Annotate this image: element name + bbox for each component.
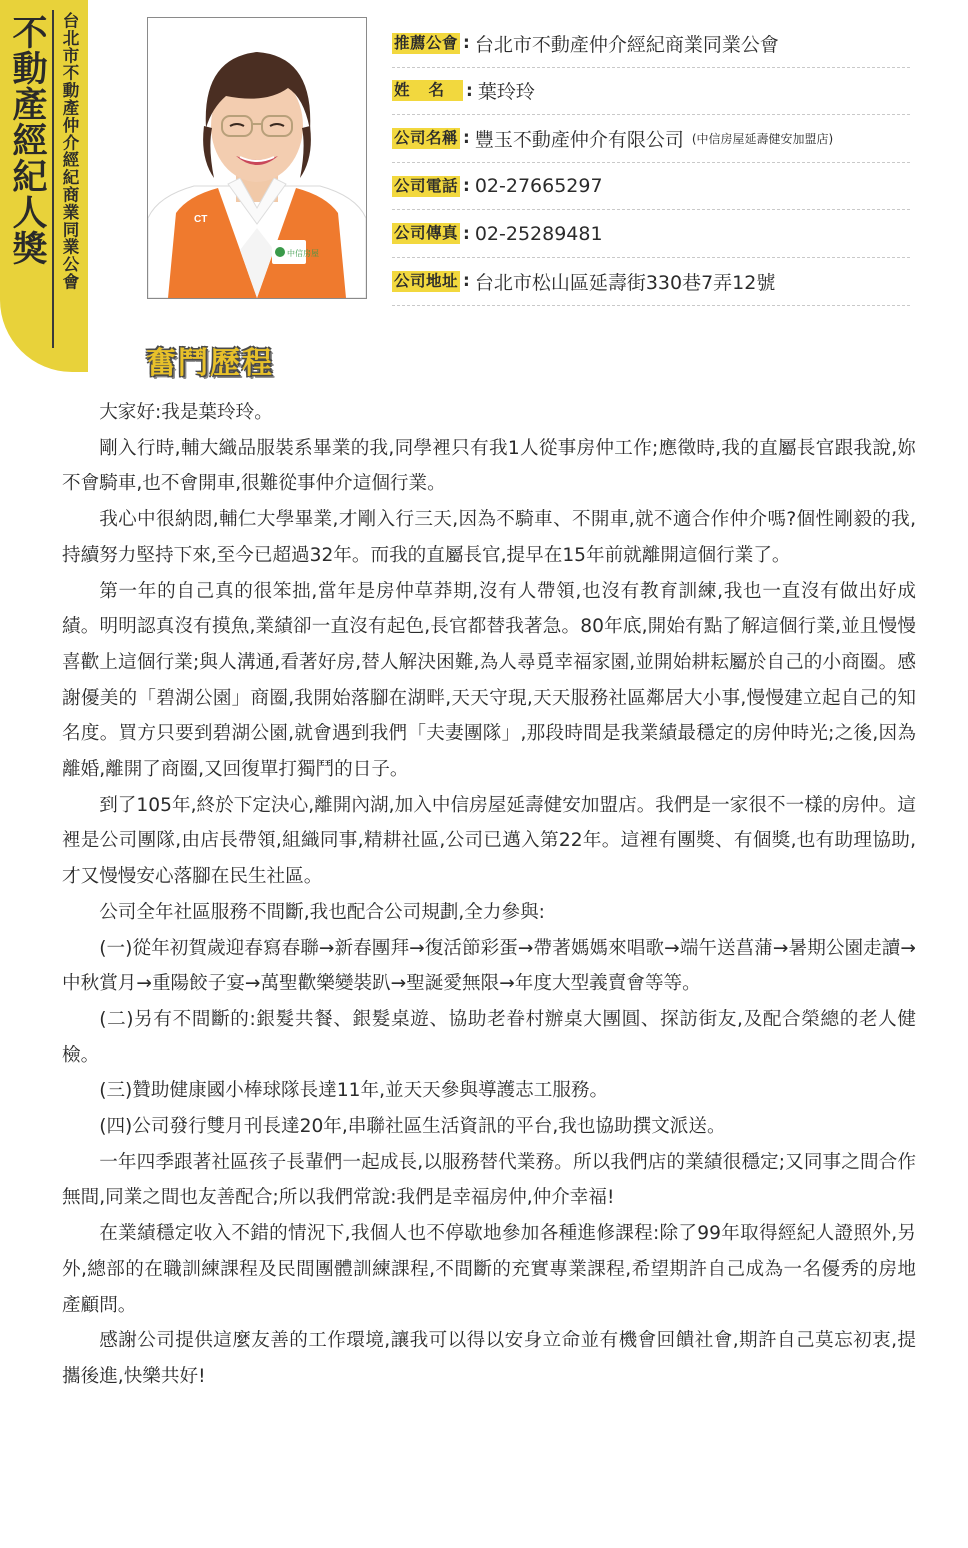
portrait-illustration <box>148 18 366 298</box>
association-name: 台北市不動產仲介經紀商業同業公會 <box>60 12 79 291</box>
info-note: (中信房屋延壽健安加盟店) <box>691 131 834 146</box>
section-heading: 奮鬥歷程 <box>146 346 274 381</box>
info-colon: : <box>466 80 473 101</box>
info-row-association <box>392 20 910 68</box>
info-row-name <box>392 68 910 116</box>
info-value: 豐玉不動產仲介有限公司 <box>474 128 684 151</box>
award-title: 不動產經紀人獎 <box>7 14 48 266</box>
banner-divider <box>52 10 54 348</box>
info-label: 公司名稱 <box>394 128 459 147</box>
paragraph: 大家好:我是葉玲玲。 <box>99 402 273 423</box>
info-label: 公司傳真 <box>394 224 459 243</box>
info-colon: : <box>463 223 470 244</box>
info-label: 公司地址 <box>394 271 459 290</box>
info-value: 02-25289481 <box>474 222 603 245</box>
paragraph: (四)公司發行雙月刊長達20年,串聯社區生活資訊的平台,我也協助撰文派送。 <box>99 1116 726 1138</box>
info-colon: : <box>463 128 470 149</box>
info-value: 台北市松山區延壽街330巷7弄12號 <box>474 271 776 294</box>
paragraph: (三)贊助健康國小棒球隊長達11年,並天天參與導護志工服務。 <box>99 1080 609 1102</box>
profile-info <box>392 20 910 306</box>
info-value: 02-27665297 <box>474 175 603 198</box>
info-colon: : <box>463 271 470 292</box>
portrait-photo <box>147 17 367 299</box>
award-banner <box>0 0 88 372</box>
info-colon: : <box>463 176 470 197</box>
info-label: 公司電話 <box>394 176 459 195</box>
vest-logo: 中信房屋 <box>287 249 319 258</box>
info-colon: : <box>463 33 470 54</box>
paragraph: (二)另有不間斷的:銀髮共餐、銀髮桌遊、協助老眷村辦桌大團圓、探訪街友,及配合榮總的老人健檢。 <box>62 1008 916 1066</box>
paragraph: 公司全年社區服務不間斷,我也配合公司規劃,全力參與: <box>99 901 545 923</box>
info-label: 姓名 <box>394 81 464 100</box>
paragraph: 一年四季跟著社區孩子長輩們一起成長,以服務替代業務。所以我們店的業績很穩定;又同事之間合作無間,同業之間也友善配合;所以我們常說:我們是幸福房仲,仲介幸福! <box>62 1151 916 1209</box>
paragraph: 第一年的自己真的很笨拙,當年是房仲草莽期,沒有人帶領,也沒有教育訓練,我也一直沒有做出好成績。明明認真沒有摸魚,業績卻一直沒有起色,長官都替我著急。80年底,開始有點了解這個行業,並且慢慢喜歡上這個行業;與人溝通,看著好房,替人解決困難,為人尋覓幸福家園,並開始耕耘屬於自己的小商圈。感謝優美的「碧湖公園」商圈,我開始落腳在湖畔,天天守現,天天服務社區鄰居大小事,慢慢建立起自己的知名度。買方只要到碧湖公園,就會遇到我們「夫妻團隊」,那段時間是我業績最穩定的房仲時光;之後,因為離婚,離開了商圈,又回復單打獨鬥的日子。 <box>62 580 916 781</box>
info-value: 台北市不動產仲介經紀商業同業公會 <box>474 33 779 56</box>
info-row-address <box>392 258 910 306</box>
paragraph: 到了105年,終於下定決心,離開內湖,加入中信房屋延壽健安加盟店。我們是一家很不一樣的房仲。這裡是公司團隊,由店長帶領,組織同事,精耕社區,公司已邁入第22年。這裡有團獎、有個獎,也有助理協助,才又慢慢安心落腳在民生社區。 <box>62 794 916 888</box>
info-row-phone <box>392 163 910 211</box>
vest-badge: CT <box>194 214 208 225</box>
paragraph: 剛入行時,輔大織品服裝系畢業的我,同學裡只有我1人從事房仲工作;應徵時,我的直屬長官跟我說,妳不會騎車,也不會開車,很難從事仲介這個行業。 <box>62 437 916 495</box>
paragraph: 感謝公司提供這麼友善的工作環境,讓我可以得以安身立命並有機會回饋社會,期許自己莫忘初衷,提攜後進,快樂共好! <box>62 1330 916 1387</box>
story-body <box>62 395 916 1395</box>
paragraph: 我心中很納悶,輔仁大學畢業,才剛入行三天,因為不騎車、不開車,就不適合作仲介嗎?個性剛毅的我,持續努力堅持下來,至今已超過32年。而我的直屬長官,提早在15年前就離開這個行業了。 <box>62 509 916 566</box>
info-row-fax <box>392 210 910 258</box>
info-value: 葉玲玲 <box>477 81 535 104</box>
info-label: 推薦公會 <box>394 33 459 52</box>
info-row-company <box>392 115 910 163</box>
paragraph: (一)從年初賀歲迎春寫春聯→新春團拜→復活節彩蛋→帶著媽媽來唱歌→端午送菖蒲→暑期公園走讀→中秋賞月→重陽餃子宴→萬聖歡樂變裝趴→聖誕愛無限→年度大型義賣會等等。 <box>62 937 916 995</box>
paragraph: 在業績穩定收入不錯的情況下,我個人也不停歇地參加各種進修課程:除了99年取得經紀人證照外,另外,總部的在職訓練課程及民間團體訓練課程,不間斷的充實專業課程,希望期許自己成為一名優秀的房地產顧問。 <box>62 1223 916 1316</box>
